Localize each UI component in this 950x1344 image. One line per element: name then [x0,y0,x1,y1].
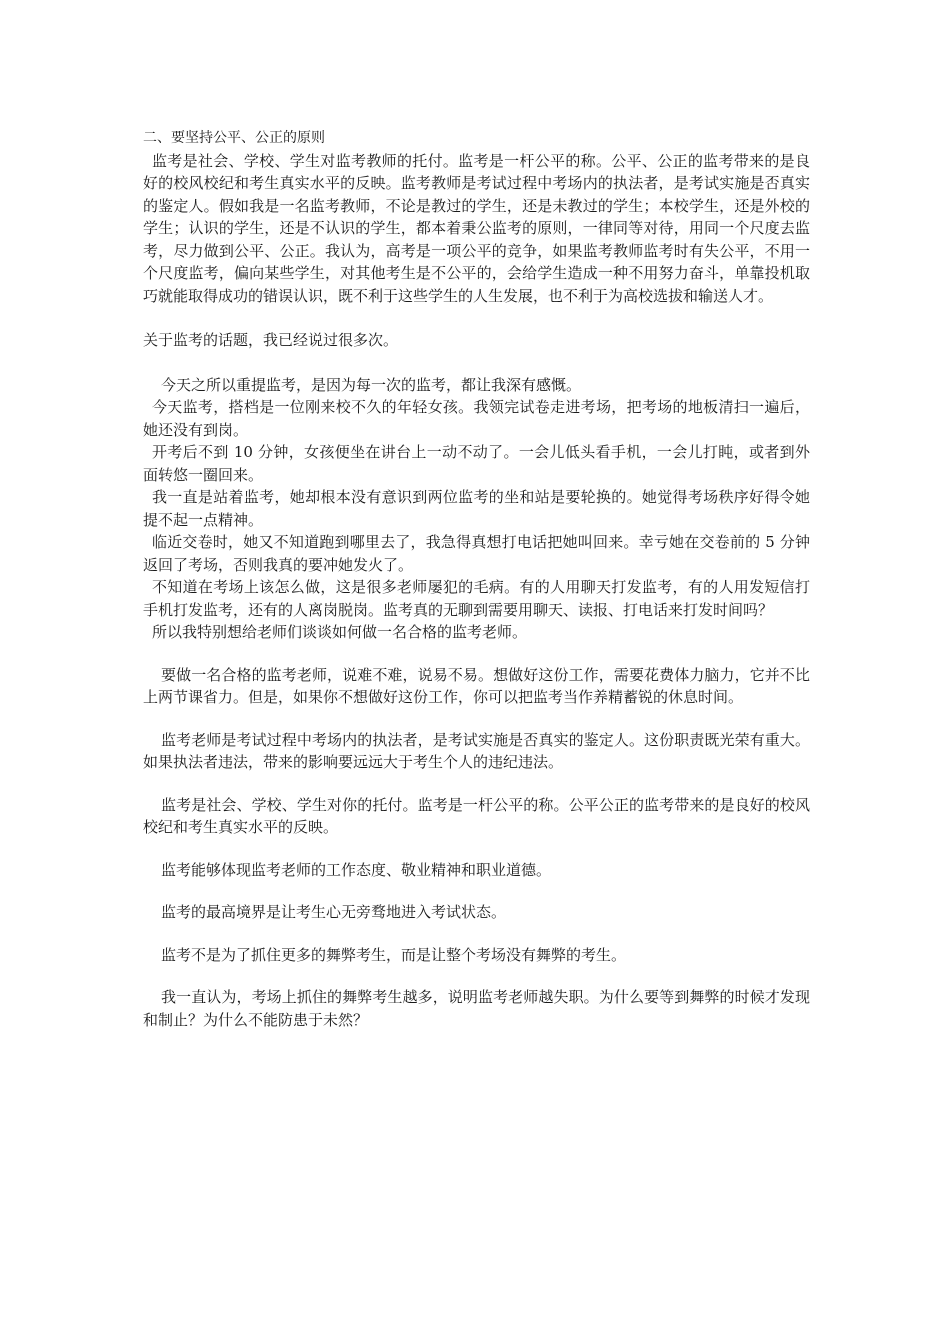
paragraph-motivation: 所以我特别想给老师们谈谈如何做一名合格的监考老师。 [152,623,528,641]
paragraph-qualified: 要做一名合格的监考老师，说难不难，说易不易。想做好这份工作，需要花费体力脑力，它并不比上两节课省力。但是，如果你不想做好这份工作，你可以把监考当作养精蓄锐的休息时间。 [143,665,810,706]
paragraph-gap [143,307,810,329]
paragraph-partner: 今天监考，搭档是一位刚来校不久的年轻女孩。我领完试卷走进考场，把考场的地板清扫一遍后，她还没有到岗。 [143,398,810,439]
paragraph-gap [143,839,810,859]
paragraph-reason: 今天之所以重提监考，是因为每一次的监考，都让我深有感慨。 [161,375,582,394]
paragraph-gap [143,881,810,901]
paragraph-fairness: 监考是社会、学校、学生对监考教师的托付。监考是一杆公平的称。公平、公正的监考带来的是良好的校风校纪和考生真实水平的反映。监考教师是考试过程中考场内的执法者，是考试实施是否真实的鉴定人。假如我是一名监考教师，不论是教过的学生，还是未教过的学生；本校学生，还是外校的学生；认识的学生，还是不认识的学生，都本着秉公监考的原则，一律同等对待，用同一个尺度去监考，尽力做到公平、公正。我认为，高考是一项公平的竞争，如果监考教师监考时有失公平，不用一个尺度监考，偏向某些学生，对其他考生是不公平的，会给学生造成一种不用努力奋斗，单靠投机取巧就能取得成功的错误认识，既不利于这些学生的人生发展，也不利于为高校选拔和输送人才。 [143,151,810,305]
paragraph-gap [143,924,810,944]
paragraph-hand-in: 临近交卷时，她又不知道跑到哪里去了，我急得真想打电话把她叫回来。幸亏她在交卷前的 5 分钟返回了考场，否则我真的要冲她发火了。 [143,533,810,574]
paragraph-gap [143,352,810,374]
section-heading: 二、要坚持公平、公正的原则 [143,130,325,146]
paragraph-no-cheating: 监考不是为了抓住更多的舞弊考生，而是让整个考场没有舞弊的考生。 [161,945,627,964]
paragraph-trust: 监考是社会、学校、学生对你的托付。监考是一杆公平的称。公平公正的监考带来的是良好的校风校纪和考生真实水平的反映。 [143,795,810,836]
paragraph-gap [143,966,810,986]
document-page [143,127,810,1031]
paragraph-gap [143,774,810,794]
paragraph-exam-start: 开考后不到 10 分钟，女孩便坐在讲台上一动不动了。一会儿低头看手机，一会儿打盹，或者到外面转悠一圈回来。 [143,443,810,484]
paragraph-highest-level: 监考的最高境界是让考生心无旁骛地进入考试状态。 [161,903,507,921]
paragraph-bad-habits: 不知道在考场上该怎么做，这是很多老师屡犯的毛病。有的人用聊天打发监考，有的人用发短信打手机打发监考，还有的人离岗脱岗。监考真的无聊到需要用聊天、读报、打电话来打发时间吗？ [143,578,810,619]
paragraph-gap [143,709,810,729]
paragraph-gap [143,644,810,664]
paragraph-conclusion: 我一直认为，考场上抓住的舞弊考生越多，说明监考老师越失职。为什么要等到舞弊的时候才发现和制止？为什么不能防患于未然？ [143,988,810,1029]
paragraph-enforcer: 监考老师是考试过程中考场内的执法者，是考试实施是否真实的鉴定人。这份职责既光荣有重大。如果执法者违法，带来的影响要远远大于考生个人的违纪违法。 [143,730,810,771]
paragraph-topic: 关于监考的话题，我已经说过很多次。 [143,331,399,349]
paragraph-attitude: 监考能够体现监考老师的工作态度、敬业精神和职业道德。 [161,860,552,879]
paragraph-standing: 我一直是站着监考，她却根本没有意识到两位监考的坐和站是要轮换的。她觉得考场秩序好得令她提不起一点精神。 [143,488,810,529]
